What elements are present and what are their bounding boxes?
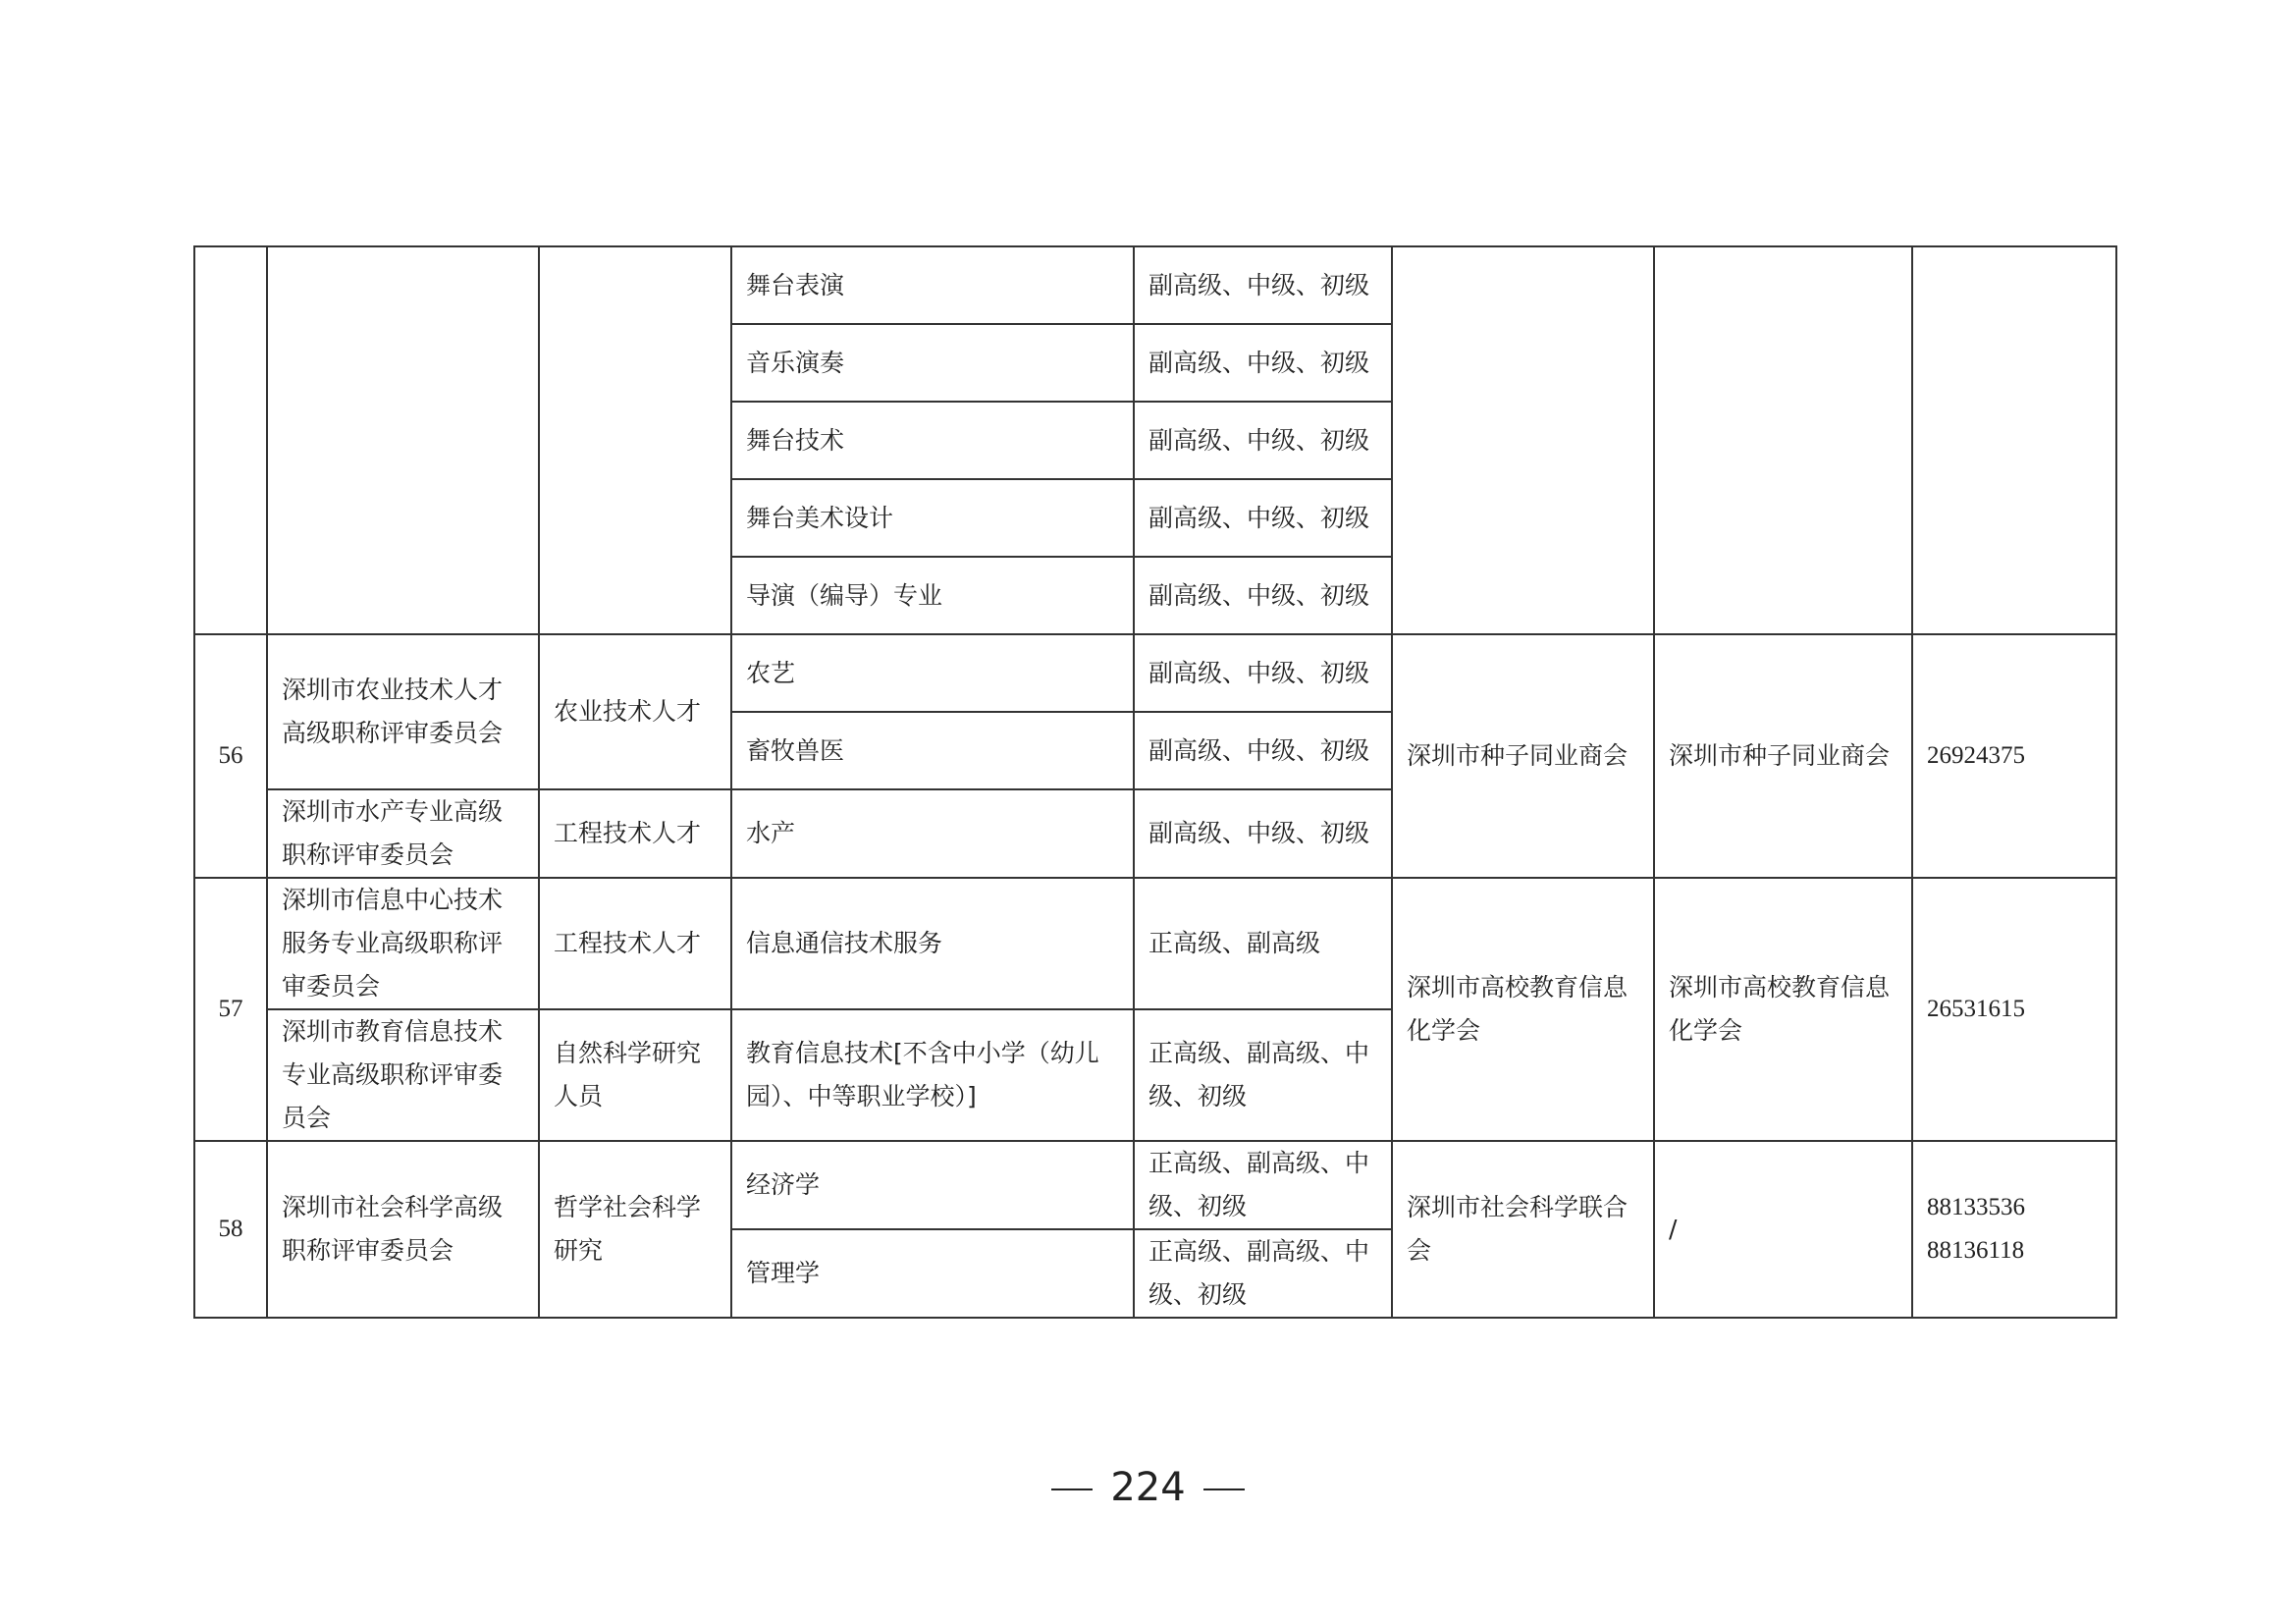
tel-line-1: 88133536 [1927,1194,2025,1220]
dash-left [1051,1489,1093,1490]
cell-committee-empty [267,246,539,634]
cell-number-empty [194,246,267,634]
cell-levels: 副高级、中级、初级 [1134,246,1392,324]
cell-specialty: 舞台美术设计 [731,479,1134,557]
page-number [0,1465,2296,1510]
cell-unit: 深圳市高校教育信息化学会 [1654,878,1912,1141]
cell-specialty: 舞台表演 [731,246,1134,324]
cell-tel-empty [1912,246,2116,634]
dash-right [1203,1489,1245,1490]
cell-org: 深圳市种子同业商会 [1392,634,1654,878]
table-row [194,878,2116,1009]
cell-unit: 深圳市种子同业商会 [1654,634,1912,878]
cell-levels: 副高级、中级、初级 [1134,712,1392,789]
cell-series-empty [539,246,731,634]
cell-specialty: 舞台技术 [731,402,1134,479]
cell-specialty: 音乐演奏 [731,324,1134,402]
cell-org-empty [1392,246,1654,634]
table-row [194,246,2116,324]
cell-committee: 深圳市社会科学高级职称评审委员会 [267,1141,539,1318]
cell-committee: 深圳市农业技术人才高级职称评审委员会 [267,634,539,789]
cell-tel [1912,1141,2116,1318]
cell-series: 工程技术人才 [539,789,731,878]
cell-levels: 正高级、副高级、中级、初级 [1134,1009,1392,1141]
cell-series: 自然科学研究人员 [539,1009,731,1141]
cell-specialty: 教育信息技术[不含中小学（幼儿园）、中等职业学校）] [731,1009,1134,1141]
cell-levels: 副高级、中级、初级 [1134,402,1392,479]
cell-levels: 副高级、中级、初级 [1134,557,1392,634]
cell-unit: / [1654,1141,1912,1318]
cell-specialty: 水产 [731,789,1134,878]
document-table-container [193,245,2115,1319]
cell-specialty: 导演（编导）专业 [731,557,1134,634]
page-number-text: 224 [1110,1465,1186,1510]
cell-committee: 深圳市教育信息技术专业高级职称评审委员会 [267,1009,539,1141]
cell-series: 工程技术人才 [539,878,731,1009]
cell-levels: 副高级、中级、初级 [1134,479,1392,557]
cell-org: 深圳市社会科学联合会 [1392,1141,1654,1318]
cell-levels: 正高级、副高级、中级、初级 [1134,1141,1392,1229]
cell-series: 农业技术人才 [539,634,731,789]
tel-line-2: 88136118 [1927,1237,2025,1264]
cell-specialty: 经济学 [731,1141,1134,1229]
table-row [194,634,2116,712]
cell-tel: 26531615 [1912,878,2116,1141]
cell-series: 哲学社会科学研究 [539,1141,731,1318]
cell-number: 57 [194,878,267,1141]
table-row [194,1141,2116,1229]
cell-number: 56 [194,634,267,878]
cell-levels: 副高级、中级、初级 [1134,634,1392,712]
cell-committee: 深圳市信息中心技术服务专业高级职称评审委员会 [267,878,539,1009]
cell-committee: 深圳市水产专业高级职称评审委员会 [267,789,539,878]
cell-levels: 正高级、副高级 [1134,878,1392,1009]
cell-tel: 26924375 [1912,634,2116,878]
cell-specialty: 管理学 [731,1229,1134,1318]
cell-specialty: 信息通信技术服务 [731,878,1134,1009]
cell-levels: 副高级、中级、初级 [1134,789,1392,878]
cell-number: 58 [194,1141,267,1318]
cell-levels: 正高级、副高级、中级、初级 [1134,1229,1392,1318]
cell-org: 深圳市高校教育信息化学会 [1392,878,1654,1141]
cell-specialty: 畜牧兽医 [731,712,1134,789]
committee-table [193,245,2117,1319]
cell-unit-empty [1654,246,1912,634]
cell-specialty: 农艺 [731,634,1134,712]
cell-levels: 副高级、中级、初级 [1134,324,1392,402]
